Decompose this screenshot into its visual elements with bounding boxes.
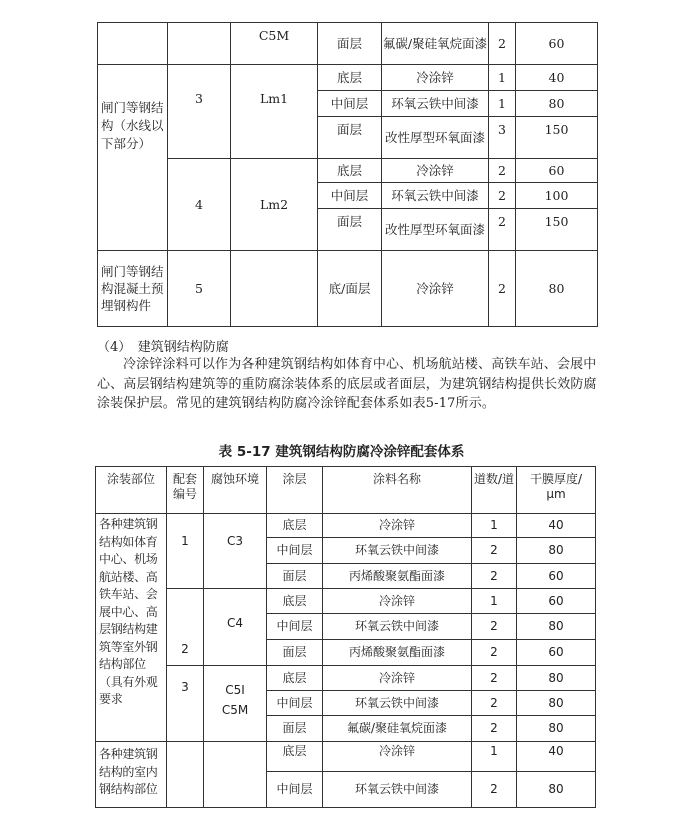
- table-cell: 中间层: [267, 538, 323, 564]
- table-row: [96, 589, 596, 614]
- table-cell: 80: [517, 666, 596, 691]
- table-cell: 1: [472, 742, 517, 772]
- table-header-row: [96, 467, 596, 514]
- table-cell: 环氧云铁中间漆: [382, 91, 489, 117]
- table-cell: 冷涂锌: [323, 589, 472, 614]
- table-cell: 改性厚型环氧面漆: [382, 117, 489, 159]
- table-cell: 40: [517, 742, 596, 772]
- header-cell: 涂料名称: [323, 467, 472, 514]
- system-number-cell: 3: [168, 65, 231, 159]
- table-cell: 环氧云铁中间漆: [323, 538, 472, 564]
- header-cell: 道数/道: [472, 467, 517, 514]
- table-cell: 面层: [267, 716, 323, 742]
- table-cell: 60: [516, 23, 598, 65]
- table-cell: 1: [472, 514, 517, 538]
- table-cell: 2: [472, 691, 517, 716]
- table-caption: 表 5-17 建筑钢结构防腐冷涂锌配套体系: [218, 444, 465, 460]
- system-number-cell: 1: [167, 514, 204, 589]
- table-cell: 80: [517, 716, 596, 742]
- table-cell: 环氧云铁中间漆: [323, 772, 472, 808]
- table-cell: 2: [489, 209, 516, 251]
- table-cell: 80: [516, 251, 598, 327]
- table-row: [96, 666, 596, 691]
- table-cell: 冷涂锌: [323, 742, 472, 772]
- table-cell: 2: [472, 614, 517, 640]
- header-cell: 干膜厚度/μm: [517, 467, 596, 514]
- table-cell: 2: [472, 640, 517, 666]
- table-cell: 150: [516, 209, 598, 251]
- table-cell: 环氧云铁中间漆: [382, 183, 489, 209]
- table-cell: 80: [517, 538, 596, 564]
- table-cell: 氟碳/聚硅氧烷面漆: [382, 23, 489, 65]
- table-cell: 冷涂锌: [382, 159, 489, 183]
- part-cell: 闸门等钢结构混凝土预埋钢构件: [98, 251, 168, 327]
- table-cell: 80: [517, 614, 596, 640]
- environment-c5i: C5I: [225, 683, 245, 697]
- part-cell: 闸门等钢结构（水线以下部分）: [98, 65, 168, 251]
- table-cell: 80: [516, 91, 598, 117]
- table-cell: 丙烯酸聚氨酯面漆: [323, 640, 472, 666]
- table-cell: 2: [472, 538, 517, 564]
- table-row: [98, 23, 598, 65]
- table-row: [98, 65, 598, 91]
- table-cell: 2: [472, 716, 517, 742]
- table-cell: [231, 251, 318, 327]
- table-cell: 1: [472, 589, 517, 614]
- table-cell: 底层: [318, 159, 382, 183]
- table-cell: 面层: [318, 117, 382, 159]
- table-cell: 2: [489, 251, 516, 327]
- table-cell: 80: [517, 691, 596, 716]
- table-cell: [98, 23, 168, 65]
- table-cell: 底层: [267, 742, 323, 772]
- table-cell: 面层: [318, 23, 382, 65]
- table-cell: 丙烯酸聚氨酯面漆: [323, 564, 472, 589]
- table-cell: 2: [472, 666, 517, 691]
- table-cell: 2: [489, 159, 516, 183]
- body-paragraph: 冷涂锌涂料可以作为各种建筑钢结构如体育中心、机场航站楼、高铁车站、会展中心、高层钢结构建筑等的重防腐涂装体系的底层或者面层，为建筑钢结构提供长效防腐涂装保护层。常见的建筑钢结构防腐冷涂锌配套体系如表5-17所示。: [97, 357, 597, 411]
- environment-cell: C3: [204, 514, 267, 589]
- table-5-17: [95, 466, 596, 808]
- table-cell: 中间层: [267, 614, 323, 640]
- environment-c5m: C5M: [221, 703, 249, 717]
- table-cell: 底层: [267, 666, 323, 691]
- table-cell: 2: [472, 772, 517, 808]
- table-cell: 40: [517, 514, 596, 538]
- section-heading: （4） 建筑钢结构防腐: [97, 340, 229, 355]
- table-cell: 2: [489, 183, 516, 209]
- header-cell: 涂层: [267, 467, 323, 514]
- table-cell: C5M: [231, 23, 318, 65]
- table-cell: 2: [489, 23, 516, 65]
- table-cell: 面层: [318, 209, 382, 251]
- table-row: [96, 742, 596, 772]
- environment-cell: C4: [204, 589, 267, 666]
- table-cell: 中间层: [318, 183, 382, 209]
- table-cell: 60: [516, 159, 598, 183]
- table-cell: 改性厚型环氧面漆: [382, 209, 489, 251]
- table-cell: 60: [517, 640, 596, 666]
- table-cell: 80: [517, 772, 596, 808]
- table-cell: 40: [516, 65, 598, 91]
- table-cell: 环氧云铁中间漆: [323, 691, 472, 716]
- system-number-cell: [167, 742, 204, 808]
- table-cell: 100: [516, 183, 598, 209]
- system-number-cell: 3: [167, 666, 204, 742]
- table-cell: 面层: [267, 564, 323, 589]
- environment-cell: Lm1: [231, 65, 318, 159]
- table-cell: 冷涂锌: [382, 251, 489, 327]
- header-cell: 腐蚀环境: [204, 467, 267, 514]
- table-cell: [168, 23, 231, 65]
- table-row: [98, 159, 598, 183]
- system-number-cell: 4: [168, 159, 231, 251]
- part-cell: 各种建筑钢结构如体育中心、机场航站楼、高铁车站、会展中心、高层钢结构建筑等室外钢结构部位（具有外观要求: [96, 514, 167, 742]
- table-cell: 中间层: [267, 691, 323, 716]
- table-cell: 1: [489, 91, 516, 117]
- system-number-cell: 2: [167, 589, 204, 666]
- table-cell: 冷涂锌: [323, 514, 472, 538]
- table-cell: 60: [517, 564, 596, 589]
- part-cell: 各种建筑钢结构的室内钢结构部位: [96, 742, 167, 808]
- header-cell: 涂装部位: [96, 467, 167, 514]
- table-cell: 底层: [267, 589, 323, 614]
- table-cell: 1: [489, 65, 516, 91]
- table-cell: 冷涂锌: [323, 666, 472, 691]
- table-cell: 底/面层: [318, 251, 382, 327]
- environment-cell: [204, 742, 267, 808]
- table-cell: 环氧云铁中间漆: [323, 614, 472, 640]
- table-cell: 氟碳/聚硅氧烷面漆: [323, 716, 472, 742]
- system-number-cell: 5: [168, 251, 231, 327]
- table-cell: 60: [517, 589, 596, 614]
- table-cell: 面层: [267, 640, 323, 666]
- table-row: [98, 251, 598, 327]
- table-cell: 2: [472, 564, 517, 589]
- table-cell: 底层: [318, 65, 382, 91]
- table-cell: 150: [516, 117, 598, 159]
- table-cell: 中间层: [318, 91, 382, 117]
- environment-cell: Lm2: [231, 159, 318, 251]
- environment-cell: [204, 666, 267, 742]
- table-row: [96, 514, 596, 538]
- table-cell: 中间层: [267, 772, 323, 808]
- anticorrosion-table-continued: [97, 22, 598, 327]
- table-cell: 3: [489, 117, 516, 159]
- header-cell: 配套编号: [167, 467, 204, 514]
- table-cell: 底层: [267, 514, 323, 538]
- table-cell: 冷涂锌: [382, 65, 489, 91]
